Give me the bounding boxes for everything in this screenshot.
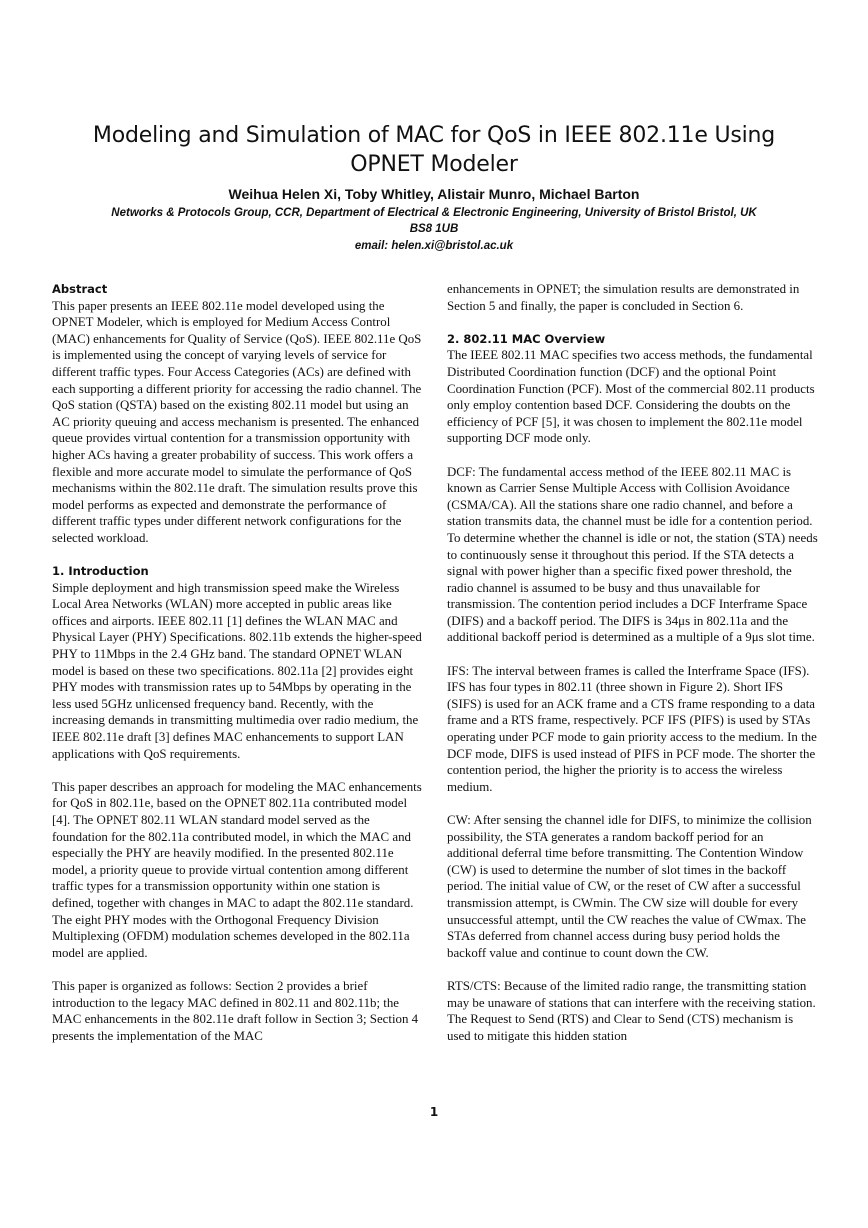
- email: email: helen.xi@bristol.ac.uk: [354, 240, 514, 252]
- affiliation: Networks & Protocols Group, CCR, Department of Electrical & Electronic Engineering, University of Bristol Bristol, UK BS8 1UB: [111, 207, 757, 235]
- paper-title: Modeling and Simulation of MAC for QoS in IEEE 802.11e Using OPNET Modeler: [92, 123, 776, 177]
- left-column: [52, 281, 425, 1061]
- introduction-paragraph-2: This paper describes an approach for modeling the MAC enhancements for QoS in 802.11e, based on the OPNET 802.11a contributed model [4]. The OPNET 802.11 WLAN standard model served as the foundation for the 802.11a contributed model, in which the MAC and especially the PHY are heavily modified. In the presented 802.11e model, a priority queue to provide virtual contention among different traffic types for a transmission opportunity within one station is defined, together with changes in MAC to adapt the 802.11e standard. The eight PHY modes with the Orthogonal Frequency Division Multiplexing (OFDM) modulation schemes developed in the 802.11a model are applied.: [52, 779, 422, 960]
- ifs-paragraph: IFS: The interval between frames is called the Interframe Space (IFS). IFS has four types in 802.11 (three shown in Figure 2). Short IFS (SIFS) is used for an ACK frame and a CTS frame responding to a data frame and a RTS frame, respectively. PCF IFS (PIFS) is used by STAs operating under PCF mode to gain priority access to the medium. In the DCF mode, DIFS is used instead of PIFS in PCF mode. The shorter the contention period, the higher the priority is to access the wireless medium.: [447, 663, 817, 794]
- right-column: [447, 281, 818, 1061]
- introduction-paragraph-1: Simple deployment and high transmission speed make the Wireless Local Area Networks (WLAN) more accepted in public areas like offices and airports. IEEE 802.11 [1] defines the WLAN MAC and Physical Layer (PHY) Specifications. 802.11b extends the higher-speed PHY to 11Mbps in the 2.4 GHz band. The standard OPNET WLAN model is based on these two specifications. 802.11a [2] provides eight PHY modes with transmission rates up to 54Mbps by operating in the less used 5GHz unlicensed frequency band. Recently, with the increasing demands in transmitting multimedia over radio medium, the IEEE 802.11e draft [3] defines MAC enhancements to support LAN applications with QoS requirements.: [52, 580, 422, 761]
- rts-cts-paragraph: RTS/CTS: Because of the limited radio range, the transmitting station may be unaware of stations that can interfere with the receiving station. The Request to Send (RTS) and Clear to Send (CTS) mechanism is used to mitigate this hidden station: [447, 978, 816, 1043]
- mac-overview-heading: 2. 802.11 MAC Overview: [447, 331, 606, 346]
- page-number: 1: [429, 1105, 439, 1119]
- introduction-paragraph-3: This paper is organized as follows: Section 2 provides a brief introduction to the legacy MAC defined in 802.11 and 802.11b; the MAC enhancements in the 802.11e draft follow in Section 3; Section 4 presents the implementation of the MAC: [52, 978, 419, 1043]
- introduction-heading: 1. Introduction: [52, 564, 149, 579]
- dcf-paragraph: DCF: The fundamental access method of the IEEE 802.11 MAC is known as Carrier Sense Multiple Access with Collision Avoidance (CSMA/CA). All the stations share one radio channel, and before a station transmits data, the channel must be idle for a contention period. To determine whether the channel is idle or not, the station (STA) needs to continuously sense it throughout this period. If the STA detects a signal with power higher than a specific fixed power threshold, the radio channel is assumed to be busy and thus unavailable for transmission. The contention period includes a DCF Interframe Space (DIFS) and a backoff period. The DIFS is 34μs in 802.11a and the additional backoff period is determined as a multiple of a 9μs slot time.: [447, 464, 818, 645]
- abstract-text: This paper presents an IEEE 802.11e model developed using the OPNET Modeler, which is employed for Medium Access Control (MAC) enhancements for Quality of Service (QoS). IEEE 802.11e QoS is implemented using the concept of varying levels of service for different traffic types. Four Access Categories (ACs) are defined with each supporting a different priority for accessing the radio channel. The QoS station (QSTA) based on the existing 802.11 model but using an AC priority queuing and access mechanism is presented. The enhanced queue provides virtual contention for a transmission opportunity with higher ACs having a greater probability of success. This work offers a flexible and more accurate model to simulate the performance of QoS mechanisms within the 802.11e draft. The simulation results prove this model performs as expected and demonstrate the performance of different traffic types under different network configurations for the selected workload.: [52, 298, 422, 545]
- introduction-paragraph-3-continued: enhancements in OPNET; the simulation results are demonstrated in Section 5 and finally, the paper is concluded in Section 6.: [447, 282, 800, 313]
- authors: Weihua Helen Xi, Toby Whitley, Alistair Munro, Michael Barton: [228, 186, 640, 202]
- mac-overview-paragraph: The IEEE 802.11 MAC specifies two access methods, the fundamental Distributed Coordination function (DCF) and the optional Point Coordination Function (PCF). Most of the commercial 802.11 products only employ contention based DCF. Considering the doubts on the efficiency of PCF [5], it was chosen to implement the 802.11e model supporting DCF mode only.: [447, 348, 815, 446]
- abstract-heading: Abstract: [52, 282, 108, 296]
- cw-paragraph: CW: After sensing the channel idle for DIFS, to minimize the collision possibility, the STA generates a random backoff period for an additional deferral time before transmitting. The Contention Window (CW) is used to determine the number of slot times in the backoff period. The initial value of CW, or the reset of CW after a successful transmission attempt, is CWmin. The CW size will double for every unsuccessful attempt, until the CW reaches the value of CWmax. The STAs deferred from channel access during busy period holds the backoff value and continue to count down the CW.: [447, 813, 812, 960]
